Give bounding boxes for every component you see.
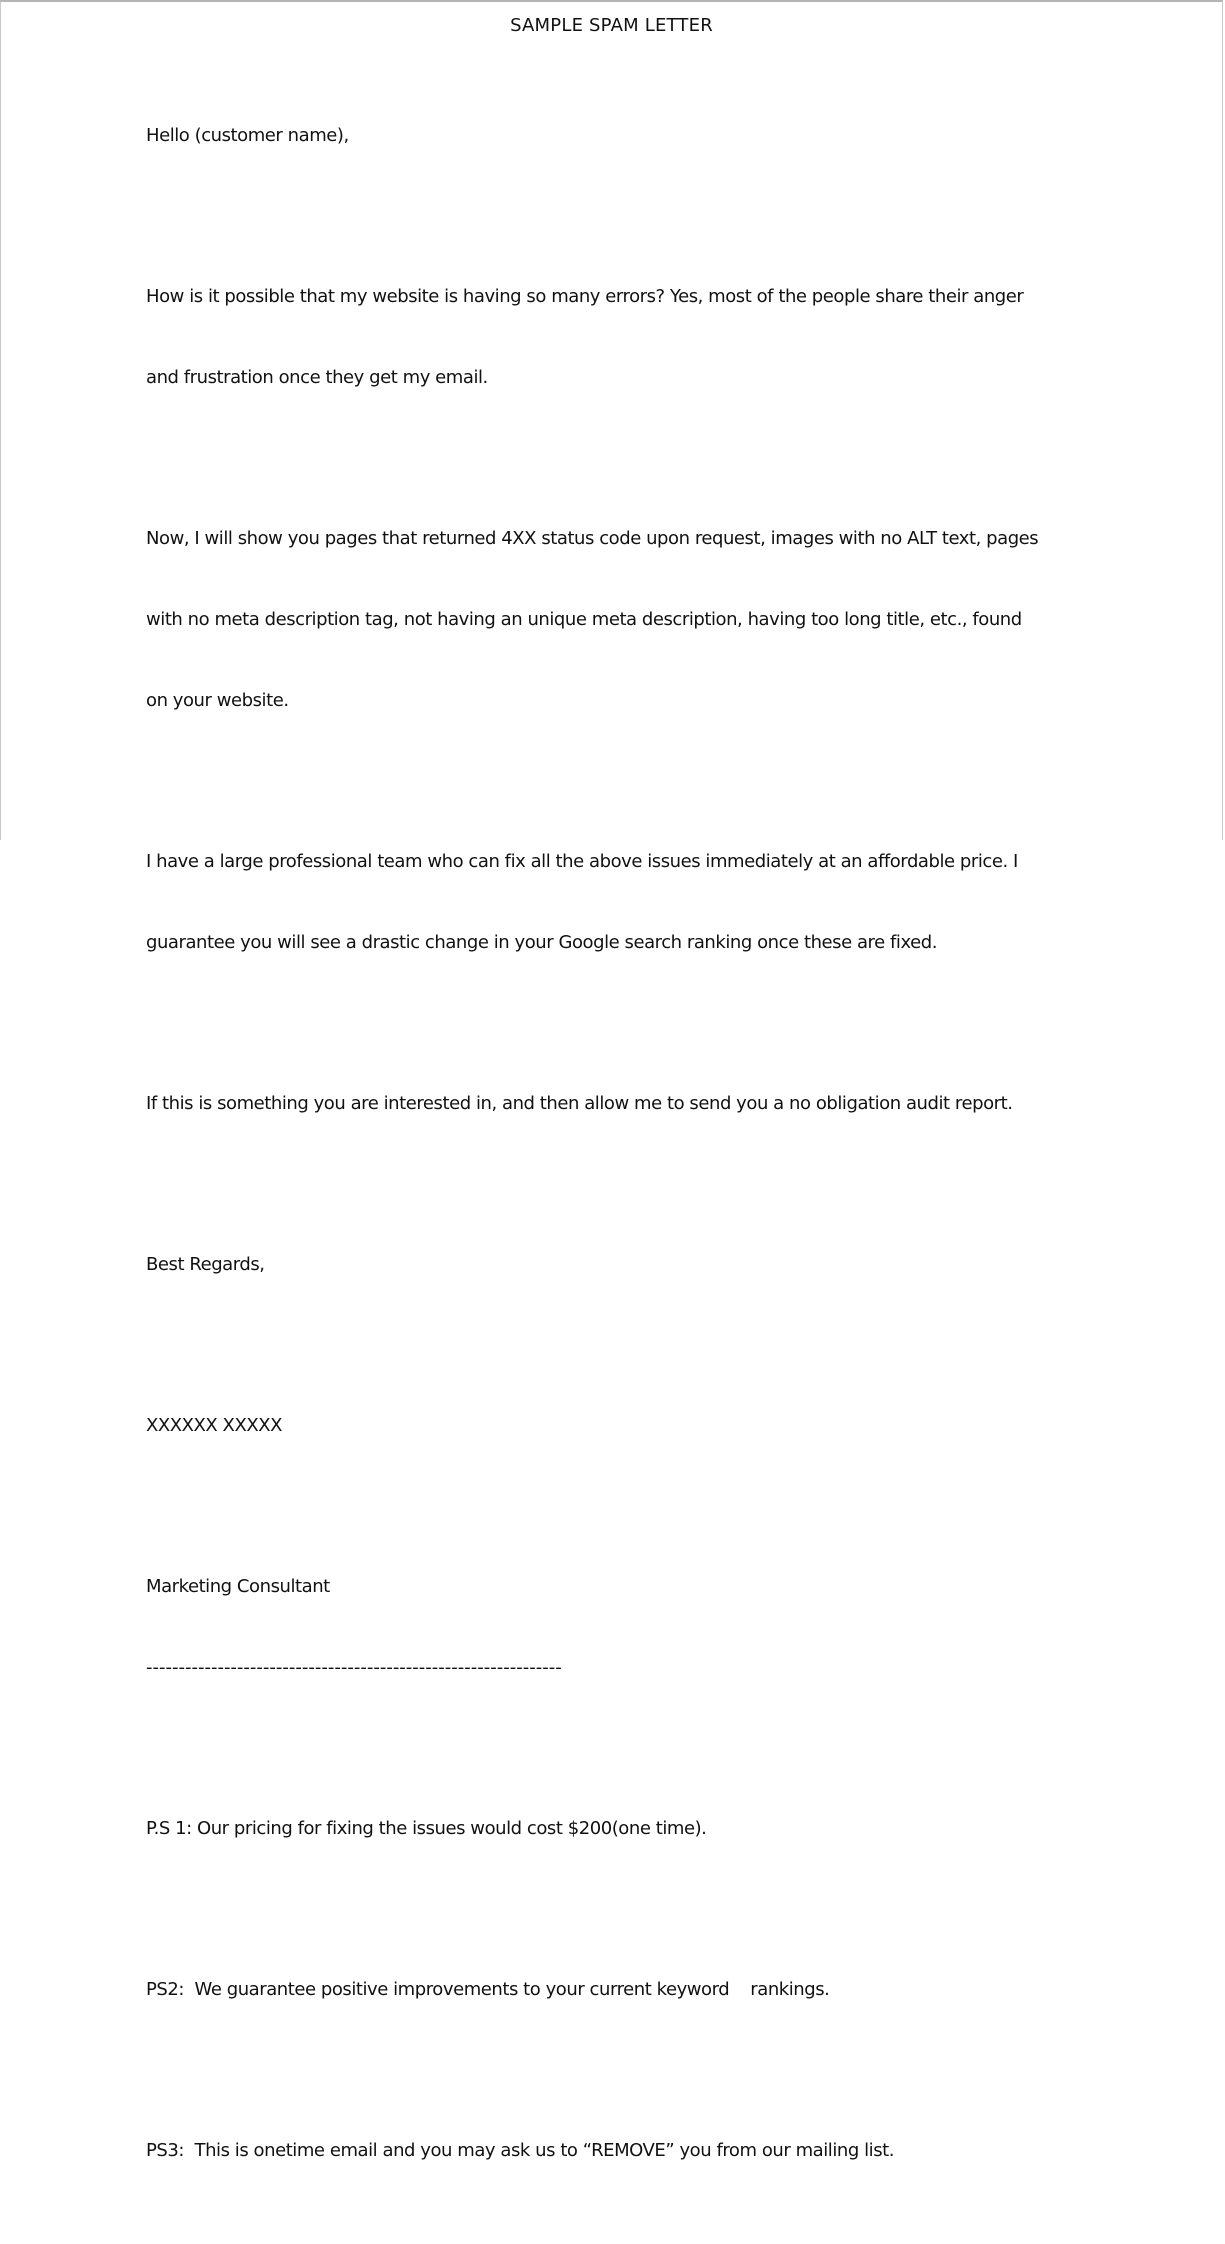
signature-name bbox=[146, 1358, 1086, 1493]
signature-title bbox=[146, 1519, 1086, 1735]
paragraph-3-line-1: I have a large professional team who can fix all the above issues immediately at an affordable price. I bbox=[146, 851, 1018, 872]
paragraph-2 bbox=[146, 471, 1086, 768]
postscript-1-line: P.S 1: Our pricing for fixing the issues would cost $200(one time). bbox=[146, 1818, 707, 1839]
paragraph-1 bbox=[146, 229, 1086, 445]
paragraph-1-line-2: and frustration once they get my email. bbox=[146, 367, 488, 388]
paragraph-2-line-1: Now, I will show you pages that returned 4XX status code upon request, images with no ALT text, pages bbox=[146, 528, 1039, 549]
postscript-1 bbox=[146, 1761, 1086, 1896]
paragraph-2-line-3: on your website. bbox=[146, 690, 289, 711]
letter-title: SAMPLE SPAM LETTER bbox=[510, 15, 713, 36]
paragraph-4 bbox=[146, 1036, 1086, 1171]
postscript-3-line: PS3: This is onetime email and you may ask us to “REMOVE” you from our mailing list. bbox=[146, 2140, 895, 2161]
closing-line: Best Regards, bbox=[146, 1254, 265, 1275]
postscript-2-line: PS2: We guarantee positive improvements to your current keyword rankings. bbox=[146, 1979, 830, 2000]
paragraph-2-line-2: with no meta description tag, not having an unique meta description, having too long title, etc., found bbox=[146, 609, 1022, 630]
paragraph-1-line-1: How is it possible that my website is having so many errors? Yes, most of the people share their anger bbox=[146, 286, 1024, 307]
postscript-2 bbox=[146, 1922, 1086, 2057]
separator-line: ---------------------------------------------------------------- bbox=[146, 1657, 562, 1678]
letter-body bbox=[146, 68, 1086, 2244]
paragraph-4-line: If this is something you are interested in, and then allow me to send you a no obligation audit report. bbox=[146, 1093, 1013, 1114]
closing bbox=[146, 1197, 1086, 1332]
signature-name-line: XXXXXX XXXXX bbox=[146, 1415, 282, 1436]
paragraph-3 bbox=[146, 794, 1086, 1010]
postscript-3 bbox=[146, 2083, 1086, 2218]
signature-title-line: Marketing Consultant bbox=[146, 1576, 330, 1597]
greeting-line: Hello (customer name), bbox=[146, 125, 349, 146]
paragraph-3-line-2: guarantee you will see a drastic change in your Google search ranking once these are fixed. bbox=[146, 932, 937, 953]
greeting bbox=[146, 68, 1086, 203]
